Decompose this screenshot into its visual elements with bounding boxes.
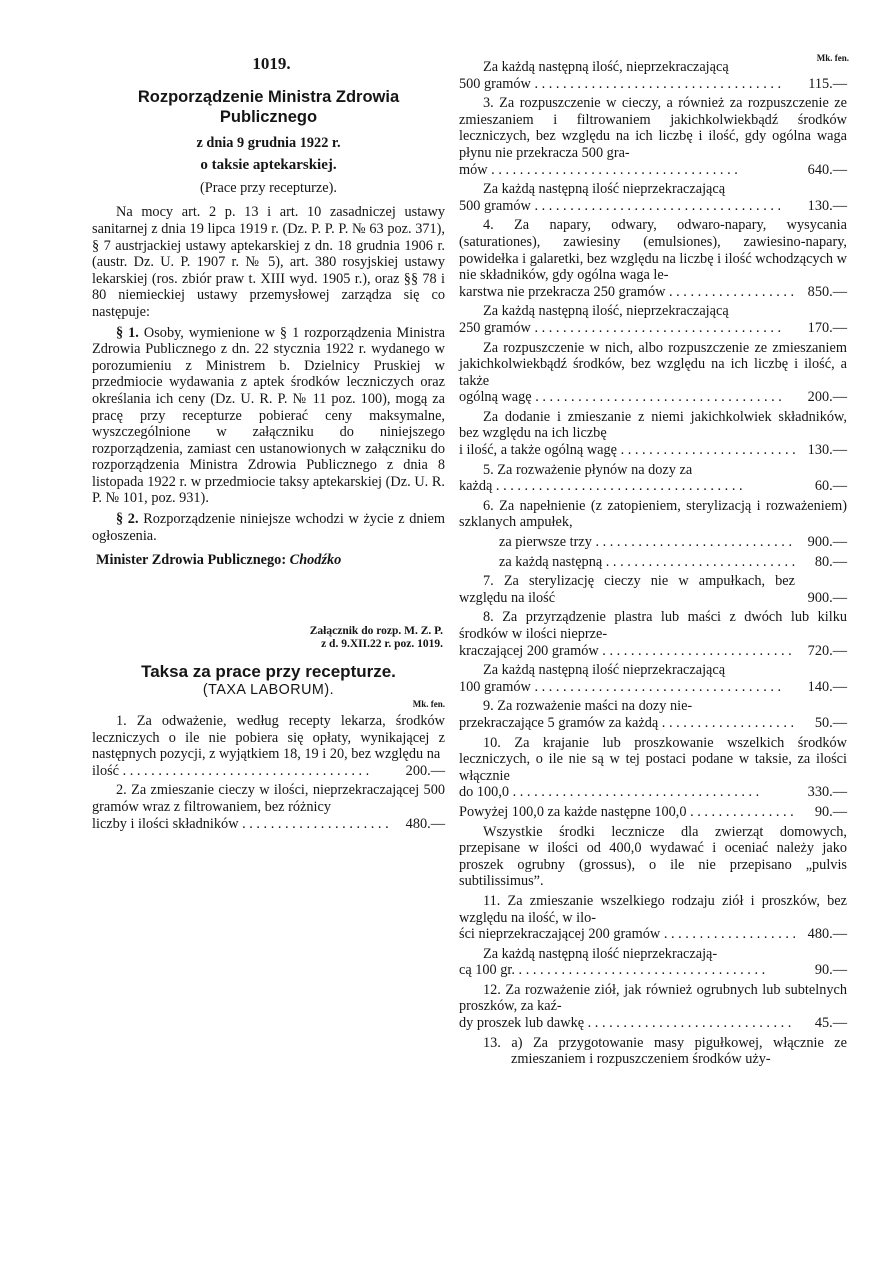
price-value: 90.— xyxy=(814,803,847,820)
price-item-last-line: 100 gramów xyxy=(459,678,531,695)
price-list-right xyxy=(459,59,847,821)
price-item-text: 8. Za przyrządzenie plastra lub maści z dwóch lub kilku środków w ilości nieprze- xyxy=(459,609,847,642)
price-item xyxy=(92,713,445,779)
price-value: 50.— xyxy=(814,714,847,731)
price-item xyxy=(459,217,847,300)
price-item xyxy=(459,573,847,606)
dot-leader xyxy=(602,554,795,570)
price-item-text: 12. Za rozważenie ziół, jak również ogrubnych lub subtelnych proszków, za kaź- xyxy=(459,981,847,1015)
price-item-text: 4. Za napary, odwary, odwaro-napary, wysycania (saturationes), zawiesiny (emulsiones), zawiesino-napary, powidełka i galaretki, bez względu na liczbę i ilość wchodzących w nie składników, gdy ogólna waga le- xyxy=(459,217,847,284)
price-item xyxy=(459,662,847,695)
price-value: 200.— xyxy=(807,389,847,406)
price-value: 170.— xyxy=(807,319,847,336)
paragraph-1-text: Osoby, wymienione w § 1 rozporządzenia Ministra Zdrowia Publicznego z dn. 22 stycznia 1922 r. wydanego w porozumieniu z Ministrem b. Dzielnicy Pruskiej w przedmiocie wydawania z aptek środków leczniczych oraz określania ich ceny (Dz. U. R. P. № 11 poz. 100), mogą za pracę przy recepturze pobierać ceny maksymalne, wyszczególnione w załączniku do niniejszego rozporządzenia, zamiast cen ustanowionych w załączniku do rozporządzenia Ministra Zdrowia Publicznego z dnia 8 listopada 1922 r. w przedmiocie taksy aptekarskiej (Dz. U. R. P. № 101, poz. 931). xyxy=(92,324,445,507)
minister-signature xyxy=(92,552,445,569)
paragraph-1-number: § 1. xyxy=(116,324,139,341)
price-item xyxy=(459,181,847,214)
price-item xyxy=(459,609,847,659)
right-column xyxy=(459,53,849,1068)
price-list-right-2 xyxy=(459,893,847,1032)
price-item-text: 3. Za rozpuszczenie w cieczy, a również za rozpuszczenie ze zmieszaniem i filtrowaniem jakichkolwiekbądź środków leczniczych, bez względu na ich liczbę i ilość, gdy ogólna waga płynu nie przekracza 500 gra- xyxy=(459,95,847,161)
price-item-text: 10. Za krajanie lub proszkowanie wszelkich środków leczniczych, o ile nie są w tej postaci podane w taksie, za ilości włącznie xyxy=(459,734,847,784)
paragraph-1 xyxy=(92,325,445,508)
price-item xyxy=(459,534,847,551)
dot-leader xyxy=(531,320,781,336)
minister-name: Chodźko xyxy=(289,552,342,569)
price-value: 480.— xyxy=(405,815,445,832)
price-item xyxy=(459,735,847,801)
price-value: 850.— xyxy=(807,283,847,300)
price-item-text: 9. Za rozważenie maści na dozy nie- xyxy=(483,698,693,715)
dot-leader xyxy=(665,284,795,300)
title-line-2: Publicznego xyxy=(219,107,318,126)
price-item-last-line: ści nieprzekraczającej 200 gramów xyxy=(459,926,661,943)
price-item-last-line: przekraczające 5 gramów za każdą xyxy=(459,714,659,731)
price-item xyxy=(459,340,847,406)
dot-leader xyxy=(599,643,795,659)
price-item xyxy=(459,893,847,943)
dot-leader xyxy=(658,715,795,731)
price-item xyxy=(459,804,847,821)
title-line-1: Rozporządzenie Ministra Zdrowia xyxy=(137,87,400,106)
dot-leader xyxy=(584,1015,795,1031)
price-item-last-line: mów xyxy=(459,161,488,178)
price-item-last-line: ilość xyxy=(92,762,120,779)
price-item-last-line: kraczającej 200 gramów xyxy=(459,642,599,659)
price-item xyxy=(459,95,847,178)
annex-line-1: Załącznik do rozp. M. Z. P. xyxy=(309,624,443,637)
price-item-last-line: karstwa nie przekracza 250 gramów xyxy=(459,283,666,300)
price-item-last-line: 500 gramów xyxy=(459,75,531,92)
price-value: 80.— xyxy=(814,553,847,570)
price-item-text: Za każdą następną ilość nieprzekraczającą xyxy=(483,662,726,679)
price-item-text: 6. Za napełnienie (z zatopieniem, sterylizacją i rozważeniem) szklanych ampułek, xyxy=(459,497,847,531)
price-item-text: 5. Za rozważenie płynów na dozy za xyxy=(483,461,693,478)
price-item-last-line: za pierwsze trzy xyxy=(499,534,592,551)
taksa-title: Taksa za prace przy recepturze. xyxy=(141,661,396,681)
price-value: 200.— xyxy=(405,762,445,779)
currency-header-left: Mk. fen. xyxy=(412,699,445,710)
price-value: 130.— xyxy=(807,197,847,214)
price-item-text: 7. Za sterylizację cieczy nie w ampułkach, bez względu na ilość xyxy=(459,573,795,606)
price-value: 45.— xyxy=(814,1015,847,1032)
price-item-last-line: Powyżej 100,0 za każde następne 100,0 xyxy=(459,803,687,820)
dot-leader xyxy=(239,816,393,832)
price-item-last-line: i ilość, a także ogólną wagę xyxy=(459,442,617,459)
price-value: 115.— xyxy=(808,75,847,92)
price-item-last-line: ogólną wagę xyxy=(459,389,532,406)
regulation-title xyxy=(92,87,445,127)
price-item-text: 2. Za zmieszanie cieczy w ilości, nieprzekraczającej 500 gramów wraz z filtrowaniem, bez różnicy xyxy=(92,782,445,815)
price-item xyxy=(459,462,847,495)
dot-leader xyxy=(531,198,781,214)
minister-label: Minister Zdrowia Publicznego: xyxy=(96,552,287,569)
paragraph-2 xyxy=(92,511,445,544)
price-item-last-line: dy proszek lub dawkę xyxy=(459,1015,585,1032)
price-item-text: Za każdą następną ilość nieprzekraczają- xyxy=(483,945,718,962)
price-value: 900.— xyxy=(807,534,847,551)
annex-line-2: z d. 9.XII.22 r. poz. 1019. xyxy=(321,638,443,651)
regulation-date xyxy=(92,135,445,152)
dot-leader xyxy=(515,962,765,978)
price-value: 480.— xyxy=(807,926,847,943)
price-item xyxy=(459,59,847,92)
price-value: 900.— xyxy=(807,589,847,606)
regulation-subtitle: o taksie aptekarskiej. xyxy=(200,157,337,174)
price-item-text: 1. Za odważenie, według recepty lekarza, środków leczniczych o ile nie pobiera się opłaty, wynikającej z następnych pozycji, z wyjątkiem 18, 19 i 20, bez względu na xyxy=(92,713,445,763)
price-item-last-line: każdą xyxy=(459,478,493,495)
price-value: 90.— xyxy=(814,962,847,979)
price-item-text: Za każdą następną ilość, nieprzekraczającą xyxy=(483,303,729,320)
price-item-last-line: liczby i ilości składników xyxy=(92,815,239,832)
price-item-text: 11. Za zmieszanie wszelkiego rodzaju ziół i proszków, bez względu na ilość, w ilo- xyxy=(459,892,847,926)
price-item-last-line: 250 gramów xyxy=(459,319,531,336)
price-item-last-line: za każdą następną xyxy=(499,553,603,570)
price-item xyxy=(459,698,847,731)
price-value: 60.— xyxy=(814,478,847,495)
taksa-subtitle: (TAXA LABORUM). xyxy=(202,682,335,699)
item-13: 13. a) Za przygotowanie masy pigułkowej, włącznie ze zmieszaniem i rozpuszczeniem środków uży- xyxy=(483,1034,847,1068)
dot-leader xyxy=(488,162,738,178)
price-value: 130.— xyxy=(807,442,847,459)
price-item-last-line: cą 100 gr. xyxy=(459,962,515,979)
dot-leader xyxy=(119,763,369,779)
date-text: z dnia 9 grudnia 1922 r. xyxy=(196,134,341,151)
dot-leader xyxy=(532,389,782,405)
dot-leader xyxy=(660,926,795,942)
dot-leader xyxy=(592,534,795,550)
price-item xyxy=(459,554,847,571)
price-value: 640.— xyxy=(807,161,847,178)
dot-leader xyxy=(531,76,781,92)
price-item xyxy=(459,498,847,531)
price-value: 140.— xyxy=(807,678,847,695)
paragraph-2-text: Rozporządzenie niniejsze wchodzi w życie z dniem ogłoszenia. xyxy=(92,511,445,544)
dot-leader xyxy=(617,442,795,458)
price-item-text: Za rozpuszczenie w nich, albo rozpuszczenie ze zmieszaniem jakichkolwiekbądź środków, bez względu na ich liczbę i ilość, a także xyxy=(459,339,847,389)
currency-header-right: Mk. fen. xyxy=(816,53,849,63)
price-item-last-line: 500 gramów xyxy=(459,197,531,214)
price-item-text: Za każdą następną ilość nieprzekraczającą xyxy=(483,181,726,198)
price-value: 720.— xyxy=(807,642,847,659)
price-item xyxy=(459,946,847,979)
price-item-text: Za każdą następną ilość, nieprzekraczającą xyxy=(483,59,729,75)
price-item xyxy=(459,982,847,1032)
document-number: 1019. xyxy=(252,54,291,73)
price-item-last-line: do 100,0 xyxy=(459,784,510,801)
dot-leader xyxy=(509,784,759,800)
price-item xyxy=(459,303,847,336)
animal-note: Wszystkie środki lecznicze dla zwierząt domowych, przepisane w ilości od 400,0 wydawać i oceniać należy jako proszek ogrubny (grossus), o ile nie przepisano „pulvis subtilissimus”. xyxy=(459,823,847,890)
annex-reference xyxy=(278,625,445,652)
price-value: 330.— xyxy=(807,784,847,801)
regulation-paren: (Prace przy recepturze). xyxy=(200,179,337,196)
price-list-left xyxy=(92,713,445,832)
price-item xyxy=(92,782,445,832)
left-column xyxy=(92,56,445,832)
paragraph-2-number: § 2. xyxy=(116,511,139,528)
price-item-text: Za dodanie i zmieszanie z niemi jakichkolwiek składników, bez względu na ich liczbę xyxy=(459,408,847,442)
price-item xyxy=(459,409,847,459)
dot-leader xyxy=(687,804,796,820)
dot-leader xyxy=(531,679,781,695)
preamble: Na mocy art. 2 p. 13 i art. 10 zasadniczej ustawy sanitarnej z dnia 19 lipca 1919 r. (Dz. P. P. P. № 63 poz. 371), § 7 austrjackiej ustawy aptekarskiej z dn. 18 grudnia 1906 r. (austr. Dz. U. P. 1907 r. № 5), art. 380 rosyjskiej ustawy lekarskiej (ros. zbiór praw t. XIII wyd. 1905 r.), oraz §§ 78 i 80 niemieckiej ustawy przemysłowej zarządza się co następuje: xyxy=(92,204,445,320)
dot-leader xyxy=(492,478,742,494)
